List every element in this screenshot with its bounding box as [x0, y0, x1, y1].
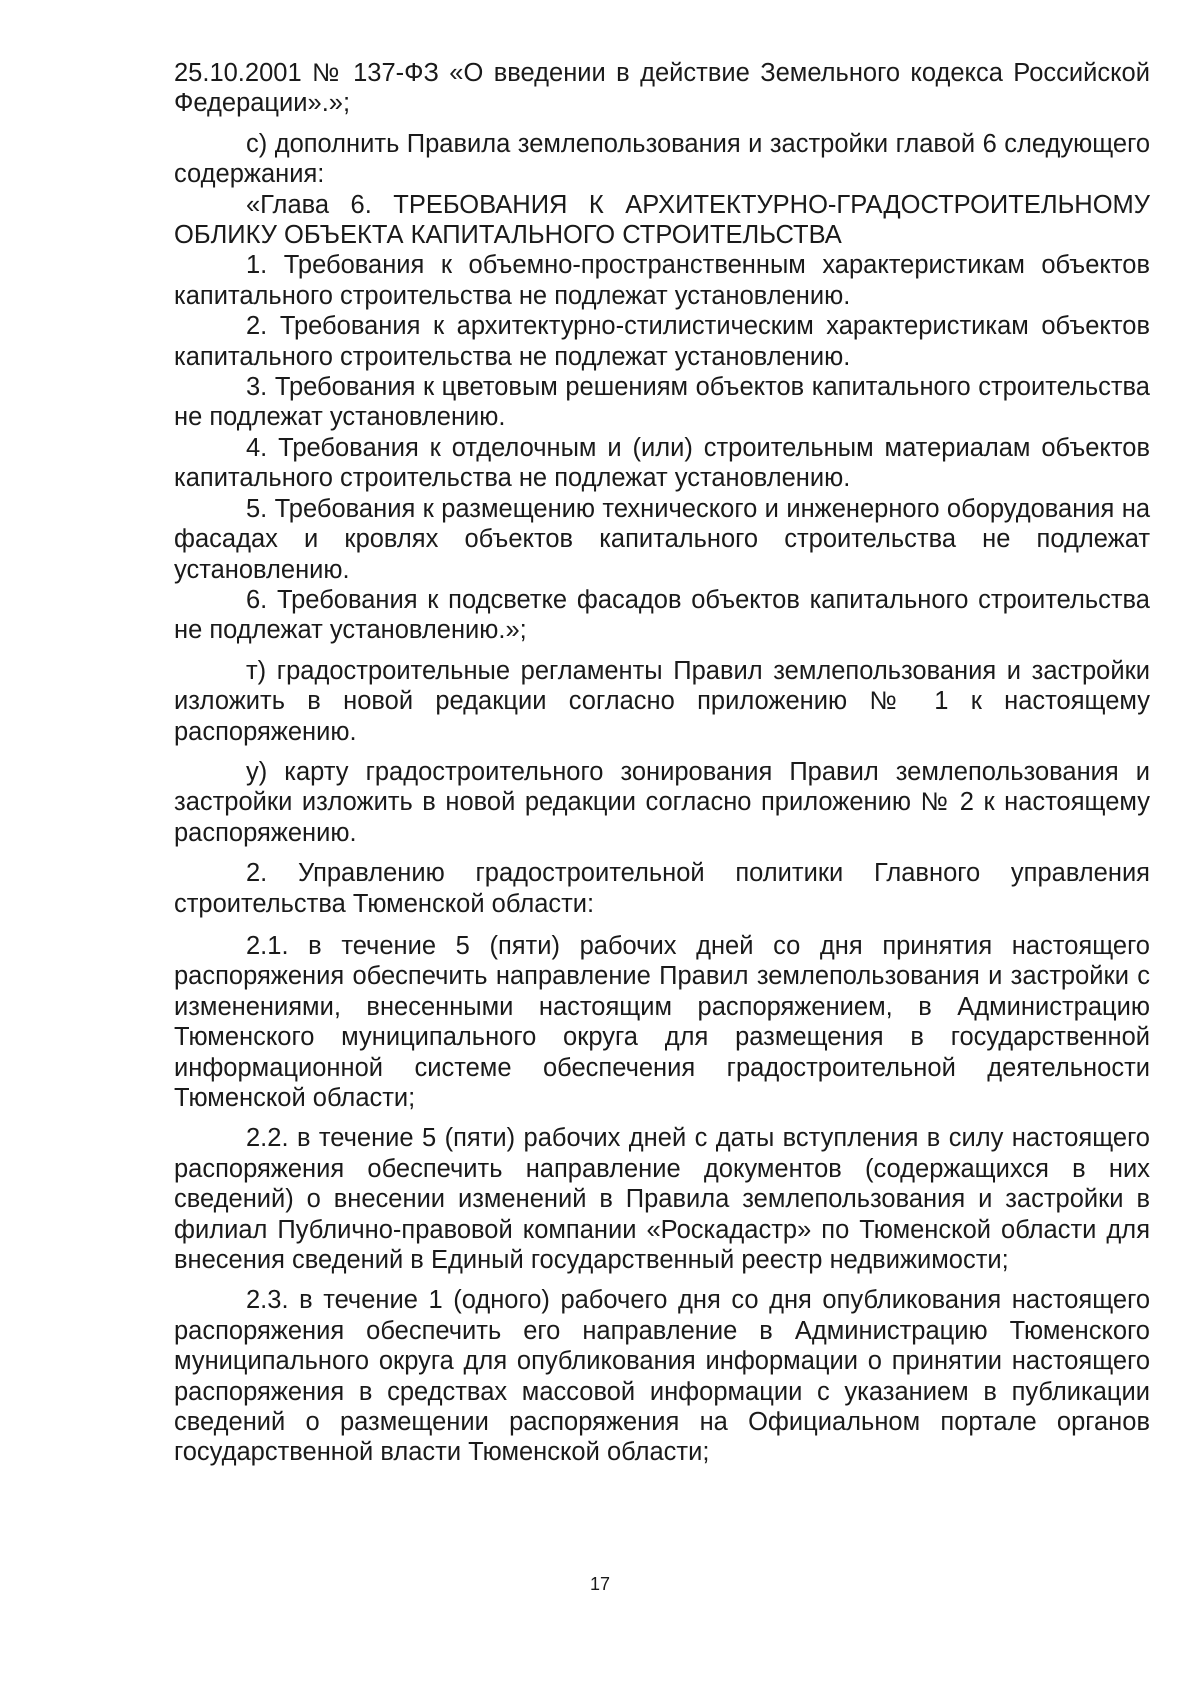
paragraph-requirement-5: 5. Требования к размещению технического и инженерного оборудования на фасадах и кровлях объектов капитального строительства не подлежат установлению.: [174, 494, 1150, 584]
paragraph-section-2: 2. Управлению градостроительной политики Главного управления строительства Тюменской области:: [174, 859, 1150, 918]
document-page: [174, 58, 1150, 1468]
paragraph-section-2-1: 2.1. в течение 5 (пяти) рабочих дней со дня принятия настоящего распоряжения обеспечить направление Правил землепользования и застройки с изменениями, внесенными настоящим распоряжением, в Администрацию Тюменского муниципального округа для размещения в государственной информационной системе обеспечения градостроительной деятельности Тюменской области;: [174, 931, 1150, 1112]
paragraph-item-t: т) градостроительные регламенты Правил землепользования и застройки изложить в новой редакции согласно приложению № 1 к настоящему распоряжению.: [174, 656, 1150, 746]
paragraph-section-2-2: 2.2. в течение 5 (пяти) рабочих дней с даты вступления в силу настоящего распоряжения обеспечить направление документов (содержащихся в них сведений) о внесении изменений в Правила землепользования и застройки в филиал Публично-правовой компании «Роскадастр» по Тюменской области для внесения сведений в Единый государственный реестр недвижимости;: [174, 1124, 1150, 1275]
chapter-heading: «Глава 6. ТРЕБОВАНИЯ К АРХИТЕКТУРНО-ГРАДОСТРОИТЕЛЬНОМУ ОБЛИКУ ОБЪЕКТА КАПИТАЛЬНОГО СТРОИТЕЛЬСТВА: [174, 190, 1150, 250]
paragraph-section-2-3: 2.3. в течение 1 (одного) рабочего дня со дня опубликования настоящего распоряжения обеспечить его направление в Администрацию Тюменского муниципального округа для опубликования информации о принятии настоящего распоряжения в средствах массовой информации с указанием в публикации сведений о размещении распоряжения на Официальном портале органов государственной власти Тюменской области;: [174, 1286, 1150, 1467]
paragraph-requirement-4: 4. Требования к отделочным и (или) строительным материалам объектов капитального строительства не подлежат установлению.: [174, 433, 1150, 493]
paragraph-requirement-6: 6. Требования к подсветке фасадов объектов капитального строительства не подлежат установлению.»;: [174, 585, 1150, 645]
paragraph-continuation: 25.10.2001 № 137-ФЗ «О введении в действие Земельного кодекса Российской Федерации».»;: [174, 59, 1150, 118]
paragraph-requirement-2: 2. Требования к архитектурно-стилистическим характеристикам объектов капитального строительства не подлежат установлению.: [174, 312, 1150, 371]
paragraph-item-u: у) карту градостроительного зонирования Правил землепользования и застройки изложить в новой редакции согласно приложению № 2 к настоящему распоряжению.: [174, 757, 1150, 847]
paragraph-requirement-3: 3. Требования к цветовым решениям объектов капитального строительства не подлежат установлению.: [174, 373, 1150, 432]
page-number: 17: [589, 1574, 611, 1594]
paragraph-item-s: с) дополнить Правила землепользования и застройки главой 6 следующего содержания:: [174, 129, 1150, 189]
paragraph-requirement-1: 1. Требования к объемно-пространственным характеристикам объектов капитального строительства не подлежат установлению.: [174, 251, 1150, 310]
